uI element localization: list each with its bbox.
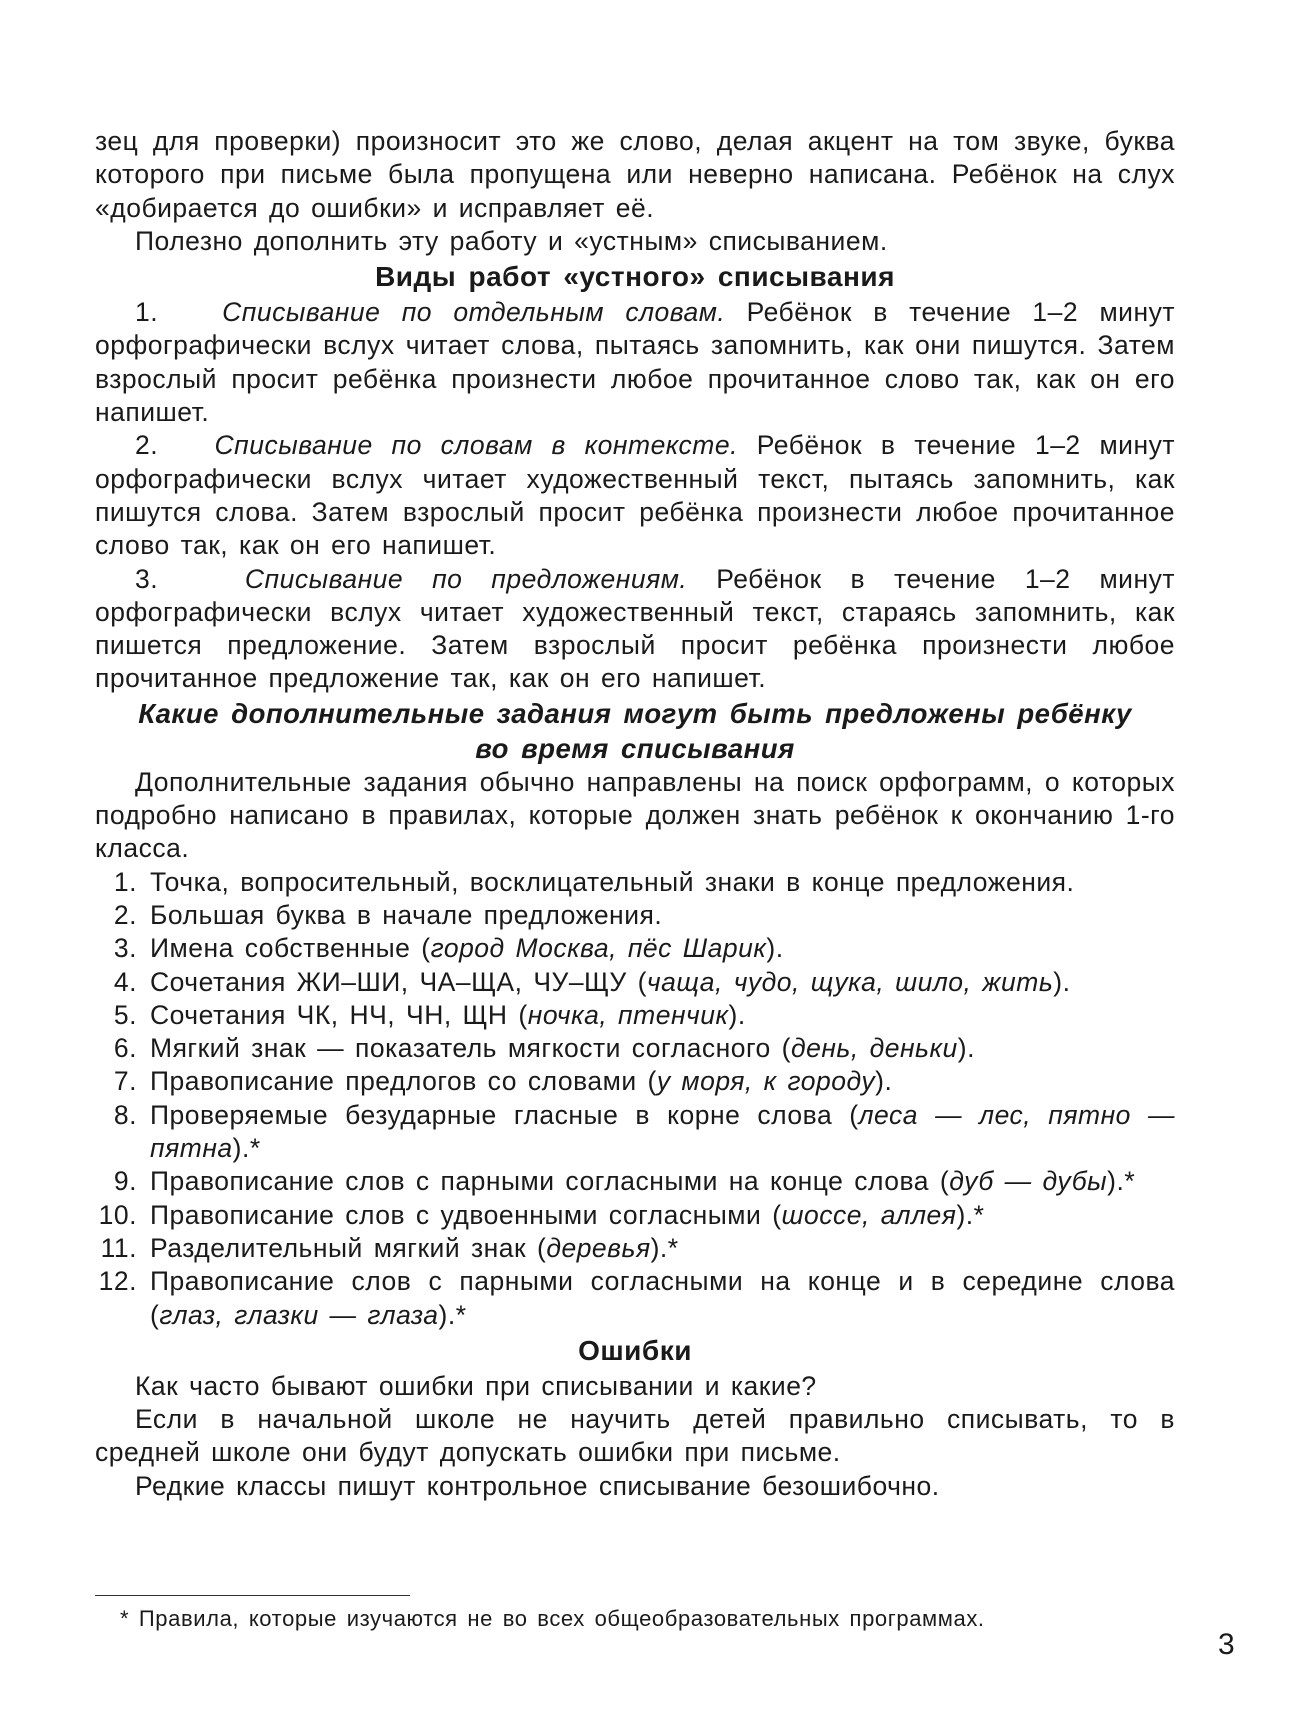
list-item-suffix: ).* — [650, 1232, 679, 1263]
list-item — [95, 1065, 1175, 1098]
list-item-example: у моря, к городу — [656, 1066, 876, 1097]
list-item-text: Большая буква в начале предложения. — [150, 899, 663, 930]
list-item-text: Правописание слов с парными согласными на конце и в середине слова ( — [150, 1266, 1175, 1330]
oral-type-text: Ребёнок в течение 1–2 минут орфографически вслух читает слова, пытаясь запомнить, как они пишутся. Затем взрослый просит ребёнка произнести любое прочитанное слово так, как он его напишет. — [95, 297, 1176, 428]
list-item-text: Сочетания ЧК, НЧ, ЧН, ЩН ( — [150, 999, 528, 1030]
list-item-suffix: ).* — [1107, 1166, 1136, 1197]
list-item-suffix: ). — [957, 1033, 975, 1064]
list-item-suffix: ).* — [232, 1133, 261, 1164]
list-item-text: Сочетания ЖИ–ШИ, ЧА–ЩА, ЧУ–ЩУ ( — [150, 966, 647, 997]
list-item-text: Точка, вопросительный, восклицательный знаки в конце предложения. — [150, 866, 1075, 897]
intro-paragraph-continued: зец для проверки) произносит это же слово, делая акцент на том звуке, буква которого при письме была пропущена или неверно написана. Ребёнок на слух «добирается до ошибки» и исправляет её. — [95, 126, 1175, 223]
list-item-text: Правописание слов с парными согласными на конце слова ( — [150, 1166, 950, 1197]
list-item-suffix: ). — [1053, 966, 1071, 997]
list-item-text: Проверяемые безударные гласные в корне слова ( — [150, 1099, 859, 1130]
oral-type-title: Списывание по словам в контексте. — [214, 430, 738, 461]
list-item-text: Разделительный мягкий знак ( — [150, 1232, 547, 1263]
errors-paragraph-1: Как часто бывают ошибки при списывании и какие? — [135, 1370, 817, 1401]
oral-type-number: 3. — [135, 563, 159, 594]
list-item — [95, 866, 1175, 899]
oral-type-1 — [95, 296, 1175, 429]
oral-type-2 — [95, 429, 1175, 562]
list-item-text: Имена собственные ( — [150, 933, 431, 964]
footnote-divider — [95, 1595, 410, 1596]
list-item — [95, 1165, 1175, 1198]
list-item-number: 8. — [113, 1099, 137, 1130]
oral-type-title: Списывание по отдельным словам. — [222, 297, 726, 328]
list-item — [95, 966, 1175, 999]
extra-tasks-intro: Дополнительные задания обычно направлены на поиск орфограмм, о которых подробно написано в правилах, которые должен знать ребёнок к окончанию 1-го класса. — [95, 766, 1175, 864]
list-item-suffix: ). — [728, 999, 746, 1030]
list-item — [95, 1265, 1175, 1332]
list-item-number: 10. — [98, 1199, 137, 1230]
list-item-text: Правописание слов с удвоенными согласными ( — [150, 1199, 782, 1230]
list-item-number: 2. — [113, 899, 137, 930]
page-number: 3 — [1218, 1628, 1235, 1661]
list-item-example: деревья — [546, 1232, 651, 1263]
list-item-example: город Москва, пёс Шарик — [430, 933, 767, 964]
footnote: * Правила, которые изучаются не во всех общеобразовательных программах. — [120, 1606, 985, 1631]
oral-type-text: Ребёнок в течение 1–2 минут орфографически вслух читает художественный текст, пытаясь запомнить, как пишутся слова. Затем взрослый просит ребёнка произнести любое прочитанное слово так, как он его напишет. — [95, 430, 1176, 561]
list-item-example: глаз, глазки — глаза — [159, 1299, 439, 1330]
list-item — [95, 899, 1175, 932]
list-item — [95, 1199, 1175, 1232]
oral-type-number: 1. — [135, 297, 159, 328]
page-body — [95, 125, 1175, 1503]
heading-line-1: Какие дополнительные задания могут быть предложены ребёнку — [138, 697, 1132, 729]
list-item-example: ночка, птенчик — [527, 999, 729, 1030]
oral-type-number: 2. — [135, 430, 159, 461]
list-item-suffix: ). — [875, 1066, 893, 1097]
list-item — [95, 1032, 1175, 1065]
intro-paragraph-oral: Полезно дополнить эту работу и «устным» списыванием. — [135, 225, 888, 256]
list-item-example: шоссе, аллея — [781, 1199, 957, 1230]
list-item-example: дуб — дубы — [949, 1166, 1108, 1197]
list-item-suffix: ). — [766, 933, 784, 964]
errors-paragraph-2: Если в начальной школе не научить детей правильно списывать, то в средней школе они будут допускать ошибки при письме. — [95, 1404, 1175, 1468]
list-item-number: 6. — [113, 1033, 137, 1064]
oral-type-title: Списывание по предложениям. — [244, 563, 688, 594]
errors-paragraph-3: Редкие классы пишут контрольное списывание безошибочно. — [135, 1470, 940, 1501]
section-heading-errors: Ошибки — [578, 1334, 692, 1366]
list-item-number: 12. — [98, 1266, 137, 1297]
list-item-number: 5. — [113, 999, 137, 1030]
list-item-suffix: ).* — [438, 1299, 467, 1330]
list-item-number: 7. — [113, 1066, 137, 1097]
list-item — [95, 999, 1175, 1032]
list-item-example: день, деньки — [790, 1033, 958, 1064]
list-item-number: 9. — [113, 1166, 137, 1197]
list-item-number: 1. — [113, 866, 137, 897]
section-heading-extra-tasks — [95, 696, 1175, 766]
heading-line-2: во время списывания — [475, 732, 795, 764]
list-item — [95, 1232, 1175, 1265]
list-item-number: 4. — [113, 966, 137, 997]
list-item-text: Мягкий знак — показатель мягкости согласного ( — [150, 1033, 791, 1064]
oral-type-text: Ребёнок в течение 1–2 минут орфографически вслух читает художественный текст, стараясь запомнить, как пишется предложение. Затем взрослый просит ребёнка произнести любое прочитанное предложение так, как он его напишет. — [95, 563, 1175, 694]
list-item-suffix: ).* — [956, 1199, 985, 1230]
list-item — [95, 932, 1175, 965]
list-item-text: Правописание предлогов со словами ( — [150, 1066, 657, 1097]
oral-type-3 — [95, 563, 1175, 696]
list-item-number: 3. — [113, 933, 137, 964]
list-item-example: чаща, чудо, щука, шило, жить — [646, 966, 1054, 997]
list-item-number: 11. — [100, 1232, 137, 1263]
orthogram-list — [95, 866, 1175, 1332]
list-item-example: леса — лес, пятно — пятна — [150, 1099, 1175, 1164]
section-heading-oral-copying: Виды работ «устного» списывания — [375, 261, 895, 293]
list-item — [95, 1099, 1175, 1166]
